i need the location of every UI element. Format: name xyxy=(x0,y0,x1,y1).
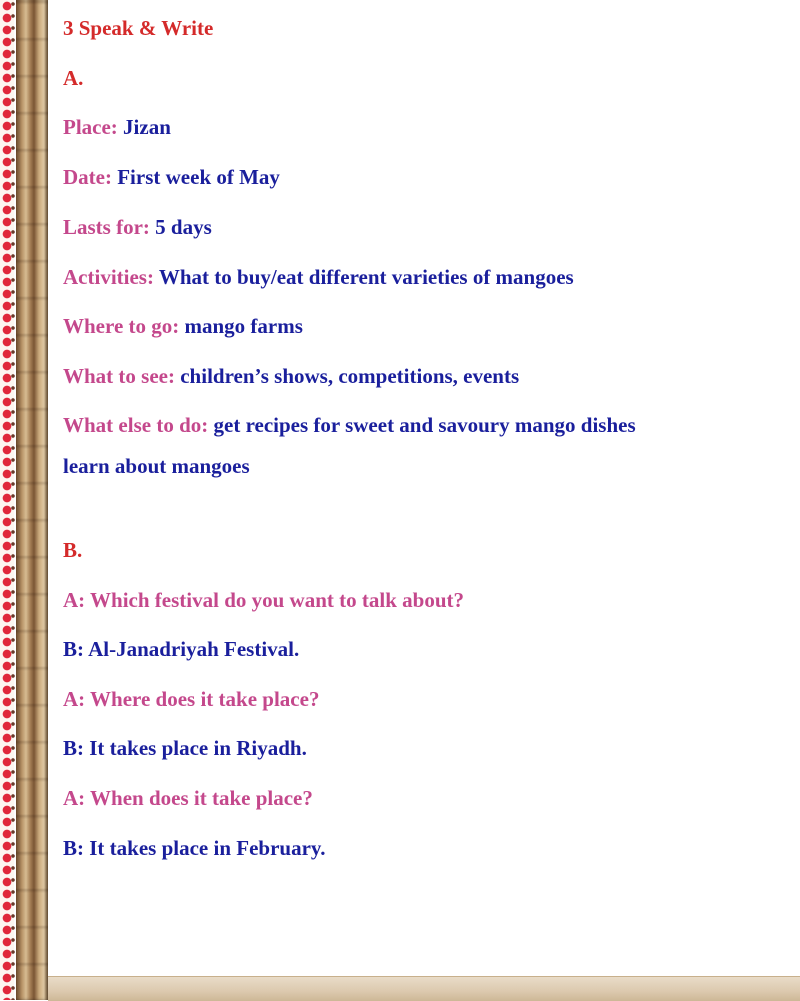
page-title: 3 Speak & Write xyxy=(63,16,214,40)
info-continuation: learn about mangoes xyxy=(63,454,250,478)
info-value: Jizan xyxy=(123,115,171,139)
wood-grain-decoration xyxy=(16,0,48,1000)
info-label: Activities: xyxy=(63,265,154,289)
dialogue-line-b: B: It takes place in February. xyxy=(63,836,326,860)
dialogue-line-a: A: When does it take place? xyxy=(63,786,313,810)
dialogue-line-b: B: It takes place in Riyadh. xyxy=(63,736,307,760)
info-value: First week of May xyxy=(117,165,280,189)
info-value: children’s shows, competitions, events xyxy=(180,364,520,388)
info-row-date xyxy=(63,164,280,190)
info-value: get recipes for sweet and savoury mango dishes xyxy=(213,413,636,437)
info-value: 5 days xyxy=(155,215,212,239)
info-row-what-else-to-do xyxy=(63,412,636,438)
bottom-paper-strip xyxy=(48,976,800,1001)
info-label: Place: xyxy=(63,115,118,139)
info-label: Where to go: xyxy=(63,314,180,338)
info-row-lasts-for xyxy=(63,214,212,240)
dialogue-line-a: A: Where does it take place? xyxy=(63,687,320,711)
section-b-letter: B. xyxy=(63,538,83,562)
info-row-where-to-go xyxy=(63,313,303,339)
info-label: What to see: xyxy=(63,364,175,388)
info-row-activities xyxy=(63,264,574,290)
section-a-letter: A. xyxy=(63,66,84,90)
info-row-what-to-see xyxy=(63,363,519,389)
info-label: What else to do: xyxy=(63,413,209,437)
dialogue-line-b: B: Al-Janadriyah Festival. xyxy=(63,637,300,661)
info-label: Date: xyxy=(63,165,112,189)
info-value: mango farms xyxy=(184,314,303,338)
info-value: What to buy/eat different varieties of mangoes xyxy=(158,265,574,289)
dialogue-line-a: A: Which festival do you want to talk about? xyxy=(63,588,464,612)
info-label: Lasts for: xyxy=(63,215,150,239)
info-row-place xyxy=(63,114,171,140)
